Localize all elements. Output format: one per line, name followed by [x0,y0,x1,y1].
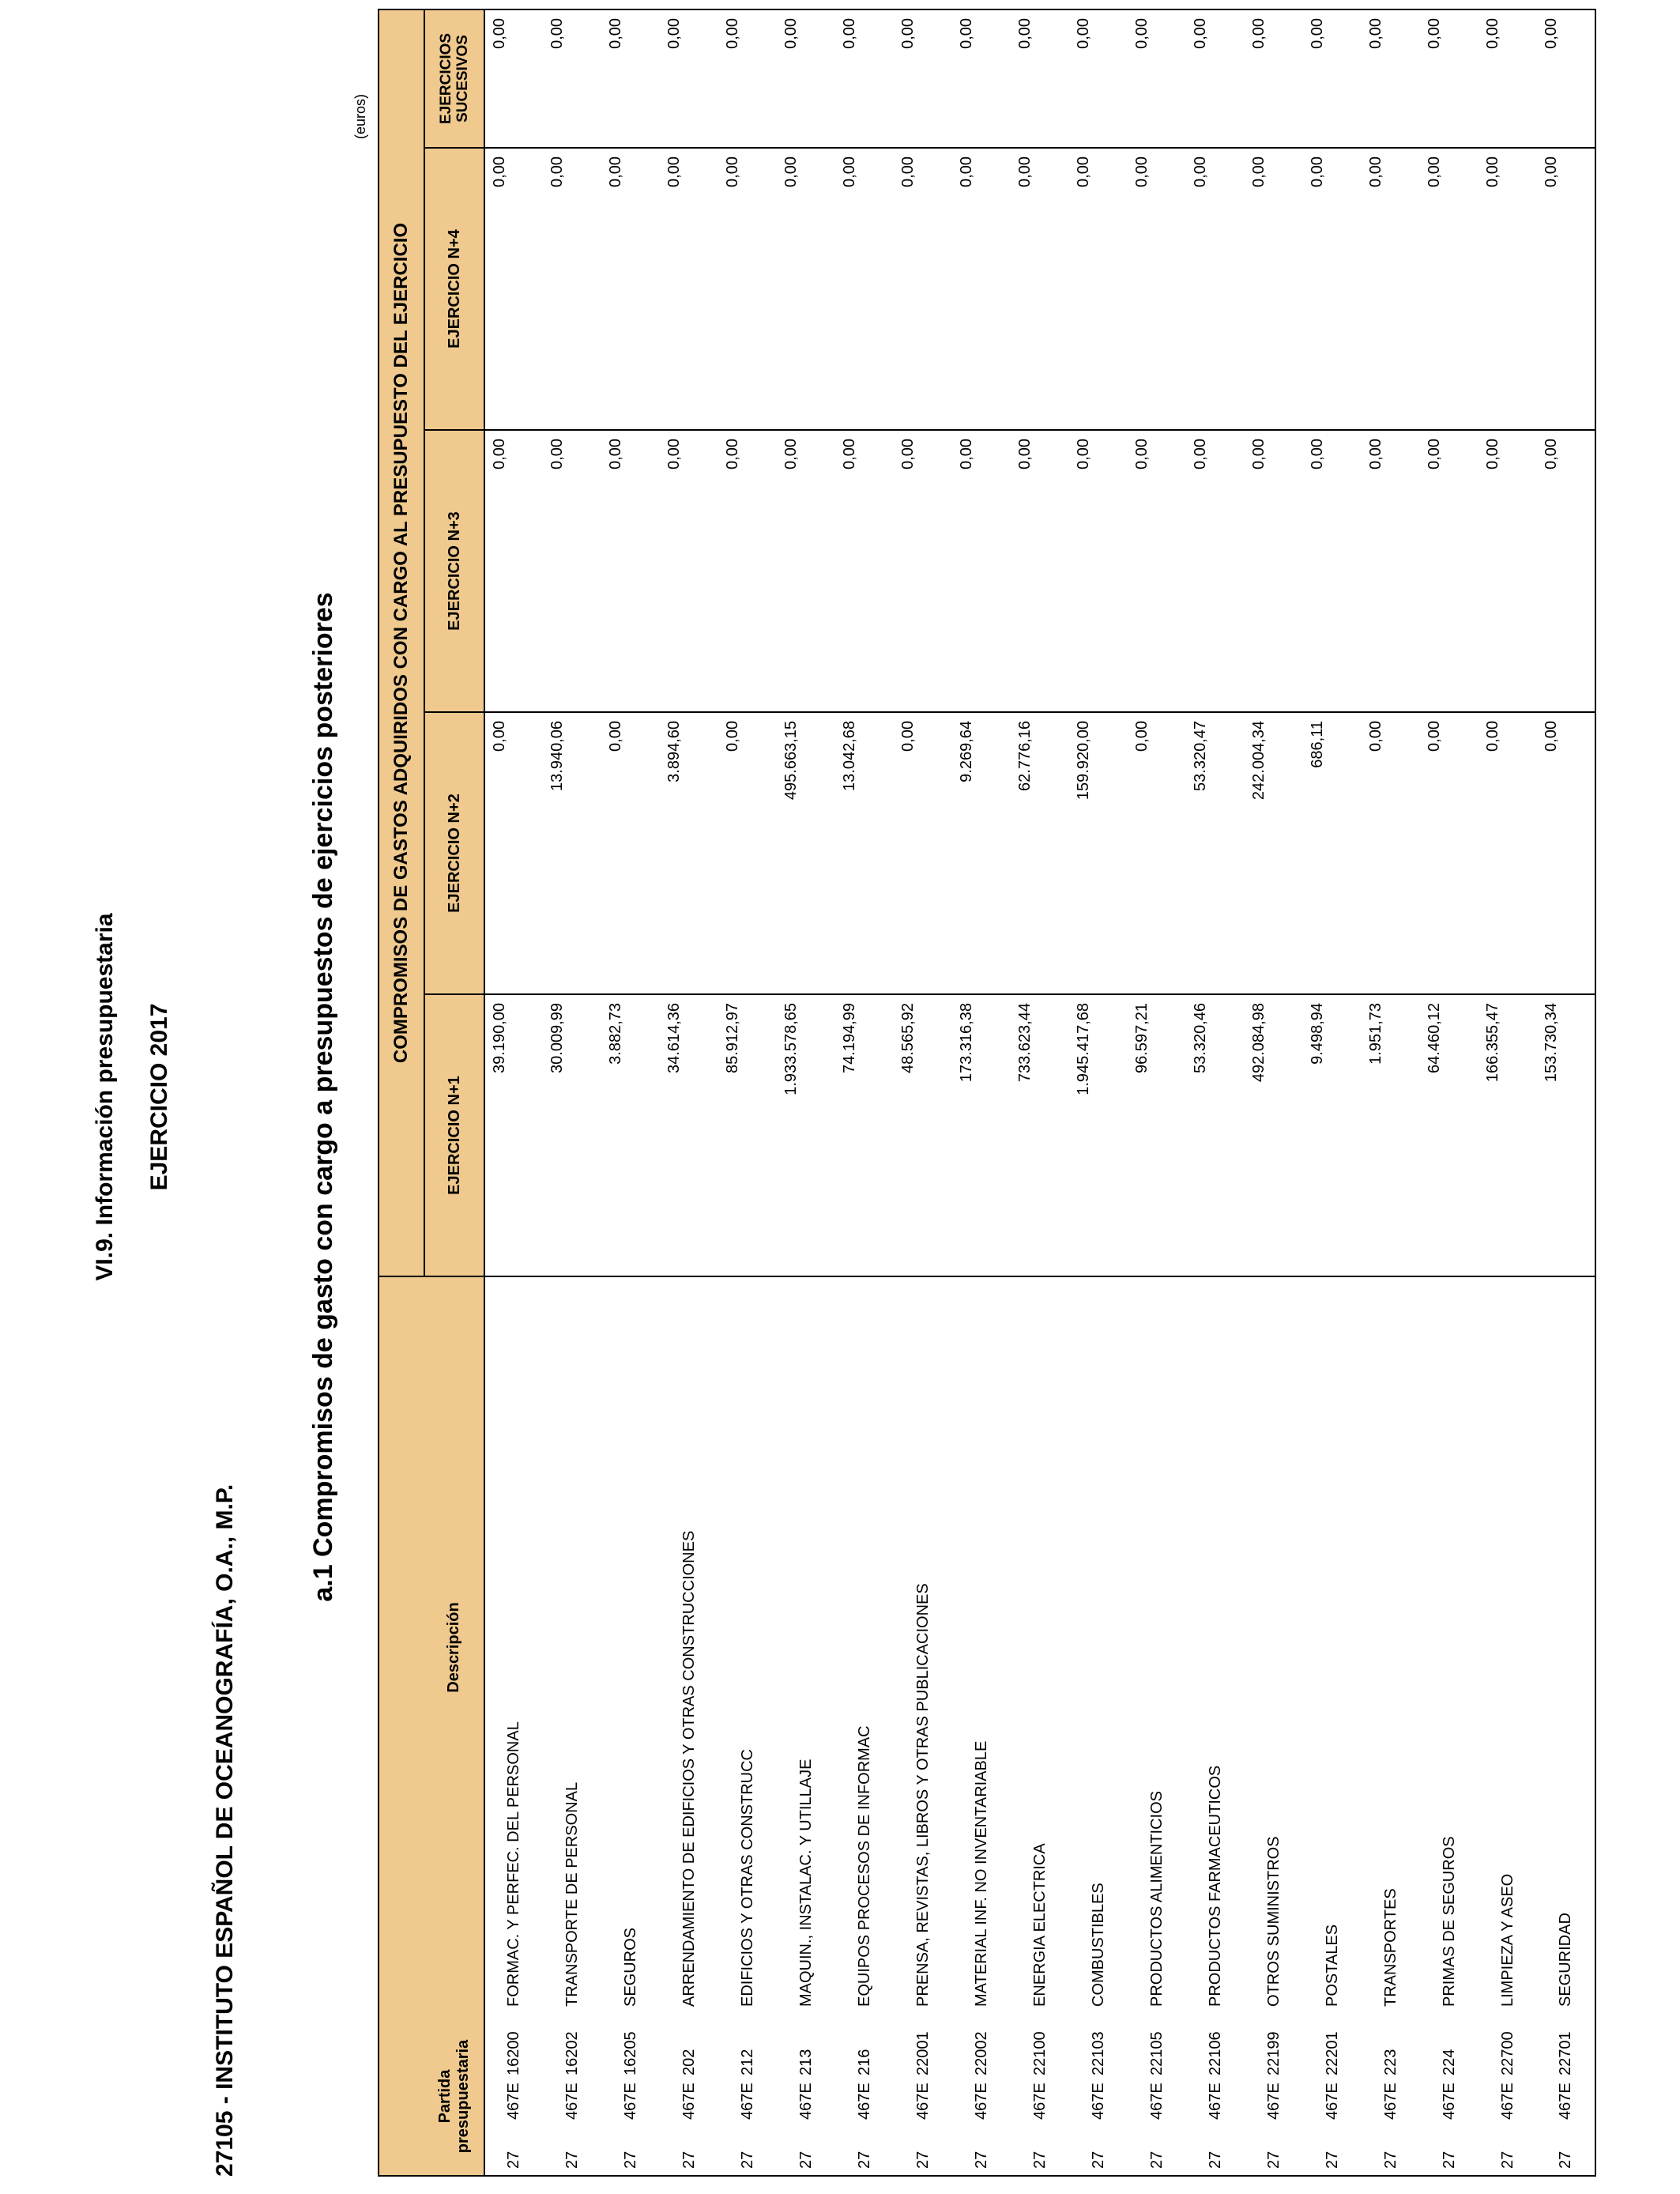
table-row [1303,9,1362,2176]
n3-cell: 0,00 [1186,430,1245,712]
descripcion-cell: COMBUSTIBLES [1069,1276,1128,2018]
table-row [835,9,894,2176]
descripcion-cell: EQUIPOS PROCESOS DE INFORMAC [835,1276,894,2018]
partida-concept: 22105 [1147,2031,1166,2075]
n3-cell: 0,00 [601,430,660,712]
n3-cell: 0,00 [1128,430,1186,712]
sucesivos-cell: 0,00 [718,9,777,148]
partida-program: 467E [1381,2083,1399,2120]
partida-section: 27 [1440,2151,1458,2169]
partida-concept: 224 [1440,2049,1458,2075]
n1-cell: 85.912,97 [718,994,777,1276]
partida-program: 467E [972,2083,990,2120]
table-row [484,9,543,2176]
partida-program: 467E [1557,2083,1574,2120]
partida-cell [777,2018,835,2176]
sucesivos-cell: 0,00 [1011,9,1069,148]
sucesivos-cell: 0,00 [484,9,543,148]
descripcion-cell: OTROS SUMINISTROS [1245,1276,1303,2018]
partida-concept: 22002 [972,2031,990,2075]
descripcion-cell: ARRENDAMIENTO DE EDIFICIOS Y OTRAS CONSTRUCCIONES [660,1276,718,2018]
col-n2: EJERCICIO N+2 [424,712,484,994]
partida-concept: 16200 [505,2031,522,2075]
partida-program: 467E [680,2083,698,2120]
partida-section: 27 [913,2151,932,2169]
n1-cell: 153.730,34 [1537,994,1595,1276]
table-row [777,9,835,2176]
col-n3: EJERCICIO N+3 [424,430,484,712]
partida-program: 467E [738,2083,756,2120]
table-row [1478,9,1537,2176]
n2-cell: 242.004,34 [1245,712,1303,994]
partida-section: 27 [738,2151,756,2169]
n3-cell: 0,00 [1069,430,1128,712]
descripcion-cell: PRENSA, REVISTAS, LIBROS Y OTRAS PUBLICACIONES [894,1276,952,2018]
n1-cell: 74.194,99 [835,994,894,1276]
sucesivos-cell: 0,00 [1303,9,1362,148]
header-blank [379,1276,424,2176]
n4-cell: 0,00 [1128,148,1186,430]
n4-cell: 0,00 [601,148,660,430]
partida-program: 467E [855,2083,873,2120]
n2-cell: 0,00 [1420,712,1478,994]
partida-cell [1478,2018,1537,2176]
partida-cell [1128,2018,1186,2176]
n2-cell: 0,00 [894,712,952,994]
n1-cell: 9.498,94 [1303,994,1362,1276]
table-row [1186,9,1245,2176]
sucesivos-cell: 0,00 [1537,9,1595,148]
partida-cell [601,2018,660,2176]
col-sucesivos-line1: EJERCICIOS [438,32,454,125]
table-row [1420,9,1478,2176]
n3-cell: 0,00 [1011,430,1069,712]
partida-program: 467E [1206,2083,1224,2120]
n1-cell: 166.355,47 [1478,994,1537,1276]
n2-cell: 0,00 [718,712,777,994]
col-descripcion: Descripción [424,1276,484,2018]
partida-cell [1362,2018,1420,2176]
n3-cell: 0,00 [660,430,718,712]
partida-concept: 22700 [1498,2031,1516,2075]
sucesivos-cell: 0,00 [1069,9,1128,148]
partida-section: 27 [563,2151,581,2169]
n1-cell: 733.623,44 [1011,994,1069,1276]
partida-program: 467E [1264,2083,1283,2120]
descripcion-cell: TRANSPORTES [1362,1276,1420,2018]
sucesivos-cell: 0,00 [1420,9,1478,148]
sucesivos-cell: 0,00 [1186,9,1245,148]
partida-cell [835,2018,894,2176]
sucesivos-cell: 0,00 [1245,9,1303,148]
n4-cell: 0,00 [1478,148,1537,430]
partida-concept: 223 [1381,2049,1399,2075]
descripcion-cell: TRANSPORTE DE PERSONAL [543,1276,601,2018]
table-row [601,9,660,2176]
n1-cell: 30.009,99 [543,994,601,1276]
partida-program: 467E [1440,2083,1458,2120]
partida-concept: 22103 [1089,2031,1107,2075]
partida-section: 27 [1030,2151,1049,2169]
partida-concept: 22201 [1323,2031,1341,2075]
partida-cell [1186,2018,1245,2176]
n1-cell: 492.084,98 [1245,994,1303,1276]
page-title: VI.9. Información presupuestaria [92,913,118,1281]
currency-unit: (euros) [352,93,368,139]
n2-cell: 9.269,64 [952,712,1011,994]
descripcion-cell: MATERIAL INF. NO INVENTARIABLE [952,1276,1011,2018]
n4-cell: 0,00 [952,148,1011,430]
partida-program: 467E [1030,2083,1049,2120]
n1-cell: 173.316,38 [952,994,1011,1276]
partida-program: 467E [797,2083,815,2120]
col-partida: Partida presupuestaria [424,2018,484,2176]
n2-cell: 53.320,47 [1186,712,1245,994]
n3-cell: 0,00 [1420,430,1478,712]
partida-section: 27 [1557,2151,1574,2169]
n1-cell: 39.190,00 [484,994,543,1276]
partida-program: 467E [1147,2083,1166,2120]
sucesivos-cell: 0,00 [777,9,835,148]
descripcion-cell: PRODUCTOS FARMACEUTICOS [1186,1276,1245,2018]
partida-program: 467E [1089,2083,1107,2120]
n1-cell: 1.933.578,65 [777,994,835,1276]
n2-cell: 13.940,06 [543,712,601,994]
partida-cell [1069,2018,1128,2176]
partida-section: 27 [680,2151,698,2169]
n2-cell: 0,00 [1128,712,1186,994]
partida-cell [1303,2018,1362,2176]
n4-cell: 0,00 [660,148,718,430]
table-row [1011,9,1069,2176]
sucesivos-cell: 0,00 [660,9,718,148]
n3-cell: 0,00 [543,430,601,712]
n2-cell: 159.920,00 [1069,712,1128,994]
fiscal-year: EJERCICIO 2017 [146,1003,172,1191]
partida-section: 27 [1498,2151,1516,2169]
sucesivos-cell: 0,00 [1478,9,1537,148]
sucesivos-cell: 0,00 [601,9,660,148]
partida-section: 27 [855,2151,873,2169]
sucesivos-cell: 0,00 [894,9,952,148]
partida-section: 27 [972,2151,990,2169]
descripcion-cell: SEGUROS [601,1276,660,2018]
sucesivos-cell: 0,00 [1362,9,1420,148]
partida-cell [894,2018,952,2176]
partida-program: 467E [913,2083,932,2120]
partida-section: 27 [797,2151,815,2169]
n1-cell: 3.882,73 [601,994,660,1276]
partida-program: 467E [1323,2083,1341,2120]
n1-cell: 53.320,46 [1186,994,1245,1276]
sucesivos-cell: 0,00 [1128,9,1186,148]
n3-cell: 0,00 [1478,430,1537,712]
table-row [894,9,952,2176]
n4-cell: 0,00 [1069,148,1128,430]
descripcion-cell: EDIFICIOS Y OTRAS CONSTRUCC [718,1276,777,2018]
n3-cell: 0,00 [484,430,543,712]
n4-cell: 0,00 [777,148,835,430]
n3-cell: 0,00 [835,430,894,712]
n4-cell: 0,00 [543,148,601,430]
sucesivos-cell: 0,00 [952,9,1011,148]
table-body [484,9,1595,2176]
descripcion-cell: LIMPIEZA Y ASEO [1478,1276,1537,2018]
partida-cell [952,2018,1011,2176]
partida-program: 467E [563,2083,581,2120]
partida-cell [484,2018,543,2176]
partida-cell [1537,2018,1595,2176]
n2-cell: 0,00 [484,712,543,994]
descripcion-cell: PRIMAS DE SEGUROS [1420,1276,1478,2018]
section-title: a.1 Compromisos de gasto con cargo a presupuestos de ejercicios posteriores [308,592,338,1602]
table-row [1537,9,1595,2176]
partida-concept: 216 [855,2049,873,2075]
n3-cell: 0,00 [1362,430,1420,712]
partida-cell [660,2018,718,2176]
table-row [718,9,777,2176]
partida-section: 27 [1089,2151,1107,2169]
n4-cell: 0,00 [1186,148,1245,430]
table-row [1245,9,1303,2176]
n3-cell: 0,00 [1303,430,1362,712]
table-row [1128,9,1186,2176]
partida-cell [543,2018,601,2176]
n4-cell: 0,00 [1303,148,1362,430]
table-row [1069,9,1128,2176]
partida-concept: 22199 [1264,2031,1283,2075]
n3-cell: 0,00 [952,430,1011,712]
partida-cell [1011,2018,1069,2176]
n2-cell: 686,11 [1303,712,1362,994]
descripcion-cell: SEGURIDAD [1537,1276,1595,2018]
descripcion-cell: PRODUCTOS ALIMENTICIOS [1128,1276,1186,2018]
table-row [1362,9,1420,2176]
n4-cell: 0,00 [1537,148,1595,430]
n1-cell: 48.565,92 [894,994,952,1276]
partida-concept: 212 [738,2049,756,2075]
descripcion-cell: FORMAC. Y PERFEC. DEL PERSONAL [484,1276,543,2018]
col-sucesivos-line2: SUCESIVOS [454,35,471,123]
n3-cell: 0,00 [1537,430,1595,712]
n1-cell: 64.460,12 [1420,994,1478,1276]
col-sucesivos [424,9,484,148]
partida-program: 467E [1498,2083,1516,2120]
n2-cell: 0,00 [1478,712,1537,994]
n4-cell: 0,00 [718,148,777,430]
organism-title: 27105 - INSTITUTO ESPAÑOL DE OCEANOGRAFÍA, O.A., M.P. [212,1483,238,2177]
n4-cell: 0,00 [894,148,952,430]
partida-section: 27 [1264,2151,1283,2169]
n4-cell: 0,00 [1011,148,1069,430]
table-row [660,9,718,2176]
descripcion-cell: MAQUIN., INSTALAC. Y UTILLAJE [777,1276,835,2018]
commitments-table [378,9,1596,2177]
partida-concept: 22106 [1206,2031,1224,2075]
n1-cell: 34.614,36 [660,994,718,1276]
n1-cell: 96.597,21 [1128,994,1186,1276]
partida-section: 27 [1323,2151,1341,2169]
n2-cell: 0,00 [1362,712,1420,994]
descripcion-cell: POSTALES [1303,1276,1362,2018]
partida-program: 467E [505,2083,522,2120]
partida-cell [1245,2018,1303,2176]
partida-section: 27 [621,2151,639,2169]
partida-concept: 22001 [913,2031,932,2075]
n4-cell: 0,00 [1245,148,1303,430]
n2-cell: 62.776,16 [1011,712,1069,994]
col-n1: EJERCICIO N+1 [424,994,484,1276]
partida-section: 27 [505,2151,522,2169]
partida-concept: 213 [797,2049,815,2075]
sucesivos-cell: 0,00 [835,9,894,148]
partida-cell [1420,2018,1478,2176]
n2-cell: 495.663,15 [777,712,835,994]
n4-cell: 0,00 [1420,148,1478,430]
n3-cell: 0,00 [1245,430,1303,712]
partida-concept: 22100 [1030,2031,1049,2075]
table-row [952,9,1011,2176]
n2-cell: 0,00 [601,712,660,994]
n2-cell: 3.894,60 [660,712,718,994]
n2-cell: 0,00 [1537,712,1595,994]
partida-concept: 16205 [621,2031,639,2075]
group-header: COMPROMISOS DE GASTOS ADQUIRIDOS CON CARGO AL PRESUPUESTO DEL EJERCICIO [379,9,424,1276]
descripcion-cell: ENERGIA ELECTRICA [1011,1276,1069,2018]
partida-section: 27 [1147,2151,1166,2169]
partida-concept: 22701 [1557,2031,1574,2075]
n3-cell: 0,00 [777,430,835,712]
partida-cell [718,2018,777,2176]
n3-cell: 0,00 [718,430,777,712]
n4-cell: 0,00 [835,148,894,430]
sucesivos-cell: 0,00 [543,9,601,148]
n3-cell: 0,00 [894,430,952,712]
n4-cell: 0,00 [484,148,543,430]
partida-concept: 202 [680,2049,698,2075]
n1-cell: 1.951,73 [1362,994,1420,1276]
partida-section: 27 [1206,2151,1224,2169]
partida-concept: 16202 [563,2031,581,2075]
n1-cell: 1.945.417,68 [1069,994,1128,1276]
partida-program: 467E [621,2083,639,2120]
n2-cell: 13.042,68 [835,712,894,994]
n4-cell: 0,00 [1362,148,1420,430]
partida-section: 27 [1381,2151,1399,2169]
table-row [543,9,601,2176]
col-n4: EJERCICIO N+4 [424,148,484,430]
